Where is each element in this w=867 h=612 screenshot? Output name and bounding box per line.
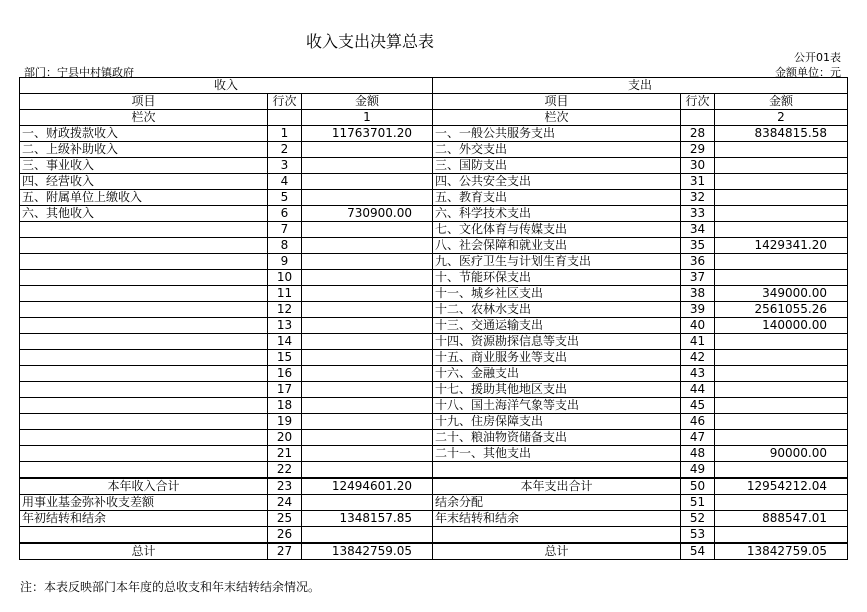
income-amount-cell — [302, 302, 433, 318]
expense-amount-cell — [715, 142, 848, 158]
income-amount-cell — [302, 382, 433, 398]
table-row — [20, 414, 848, 430]
expense-amount-cell: 1429341.20 — [715, 238, 848, 254]
expense-rowno-cell: 48 — [681, 446, 715, 462]
income-rowno-cell: 20 — [268, 430, 302, 446]
table-row — [20, 158, 848, 174]
expense-amount-cell: 13842759.05 — [715, 543, 848, 560]
table-row — [20, 222, 848, 238]
income-item-cell — [20, 286, 268, 302]
income-item-cell — [20, 430, 268, 446]
expense-item-cell: 十五、商业服务业等支出 — [433, 350, 681, 366]
table-row — [20, 126, 848, 142]
income-item-cell — [20, 527, 268, 544]
expense-item-cell: 八、社会保障和就业支出 — [433, 238, 681, 254]
expense-column-number: 2 — [715, 110, 848, 126]
expense-amount-cell — [715, 350, 848, 366]
income-amount-cell — [302, 254, 433, 270]
income-rowno-cell: 12 — [268, 302, 302, 318]
income-amount-cell — [302, 334, 433, 350]
expense-rowno-cell: 45 — [681, 398, 715, 414]
income-amount-cell — [302, 462, 433, 479]
expense-amount-cell — [715, 495, 848, 511]
table-row — [20, 270, 848, 286]
income-amount-cell — [302, 495, 433, 511]
income-column-label: 栏次 — [20, 110, 268, 126]
table-row — [20, 543, 848, 560]
expense-amount-header: 金额 — [715, 94, 848, 110]
income-rowno-cell: 26 — [268, 527, 302, 544]
expense-rowno-cell: 36 — [681, 254, 715, 270]
expense-item-cell: 十、节能环保支出 — [433, 270, 681, 286]
expense-item-cell: 十九、住房保障支出 — [433, 414, 681, 430]
expense-rowno-cell: 30 — [681, 158, 715, 174]
income-item-cell: 五、附属单位上缴收入 — [20, 190, 268, 206]
expense-rowno-header: 行次 — [681, 94, 715, 110]
expense-amount-cell — [715, 334, 848, 350]
income-amount-cell — [302, 174, 433, 190]
income-rowno-cell: 18 — [268, 398, 302, 414]
expense-rowno-cell: 28 — [681, 126, 715, 142]
amount-unit-label: 金额单位：元 — [775, 66, 841, 79]
income-rowno-cell: 6 — [268, 206, 302, 222]
expense-rowno-cell: 32 — [681, 190, 715, 206]
expense-rowno-cell: 49 — [681, 462, 715, 479]
expense-item-cell: 十六、金融支出 — [433, 366, 681, 382]
expense-item-cell: 本年支出合计 — [433, 478, 681, 495]
expense-rowno-cell: 39 — [681, 302, 715, 318]
expense-amount-cell: 140000.00 — [715, 318, 848, 334]
income-item-cell — [20, 446, 268, 462]
income-amount-cell: 11763701.20 — [302, 126, 433, 142]
income-amount-cell: 730900.00 — [302, 206, 433, 222]
income-item-cell — [20, 398, 268, 414]
income-item-cell — [20, 382, 268, 398]
expense-amount-cell: 349000.00 — [715, 286, 848, 302]
expense-amount-cell: 2561055.26 — [715, 302, 848, 318]
table-row — [20, 495, 848, 511]
expense-item-cell — [433, 527, 681, 544]
expense-amount-cell — [715, 366, 848, 382]
expense-rowno-cell: 31 — [681, 174, 715, 190]
table-row — [20, 527, 848, 544]
income-item-header: 项目 — [20, 94, 268, 110]
income-item-cell — [20, 366, 268, 382]
expense-item-header: 项目 — [433, 94, 681, 110]
table-row — [20, 511, 848, 527]
expense-rowno-cell: 34 — [681, 222, 715, 238]
income-item-cell — [20, 302, 268, 318]
income-item-cell: 一、财政拨款收入 — [20, 126, 268, 142]
income-expense-table — [19, 77, 848, 560]
income-rowno-cell: 5 — [268, 190, 302, 206]
income-amount-cell — [302, 190, 433, 206]
income-amount-cell — [302, 398, 433, 414]
income-rowno-cell: 21 — [268, 446, 302, 462]
table-row — [20, 238, 848, 254]
department-label: 部门：宁县中村镇政府 — [24, 66, 134, 79]
expense-rowno-cell: 54 — [681, 543, 715, 560]
expense-rowno-cell: 50 — [681, 478, 715, 495]
income-amount-cell — [302, 238, 433, 254]
income-item-cell — [20, 414, 268, 430]
income-header: 收入 — [20, 78, 433, 94]
expense-rowno-cell: 52 — [681, 511, 715, 527]
table-row — [20, 286, 848, 302]
expense-amount-cell — [715, 206, 848, 222]
income-rowno-cell: 16 — [268, 366, 302, 382]
income-rowno-cell: 10 — [268, 270, 302, 286]
expense-rowno-cell: 53 — [681, 527, 715, 544]
expense-header: 支出 — [433, 78, 848, 94]
expense-rowno-cell: 46 — [681, 414, 715, 430]
income-rowno-cell: 4 — [268, 174, 302, 190]
income-column-number: 1 — [302, 110, 433, 126]
income-amount-header: 金额 — [302, 94, 433, 110]
form-code: 公开01表 — [794, 51, 841, 64]
table-row — [20, 174, 848, 190]
table-row — [20, 334, 848, 350]
income-item-cell: 二、上级补助收入 — [20, 142, 268, 158]
income-item-cell — [20, 254, 268, 270]
income-amount-cell — [302, 350, 433, 366]
income-amount-cell: 12494601.20 — [302, 478, 433, 495]
table-row — [20, 142, 848, 158]
income-amount-cell — [302, 222, 433, 238]
footnote: 注：本表反映部门本年度的总收支和年末结转结余情况。 — [20, 580, 321, 594]
income-rowno-cell: 3 — [268, 158, 302, 174]
expense-amount-cell — [715, 190, 848, 206]
income-item-cell — [20, 462, 268, 479]
income-amount-cell — [302, 318, 433, 334]
income-rowno-cell: 14 — [268, 334, 302, 350]
expense-item-cell: 十一、城乡社区支出 — [433, 286, 681, 302]
income-rowno-cell: 7 — [268, 222, 302, 238]
income-rowno-cell: 19 — [268, 414, 302, 430]
income-amount-cell — [302, 286, 433, 302]
expense-item-cell: 年末结转和结余 — [433, 511, 681, 527]
table-row — [20, 462, 848, 479]
income-rowno-cell: 1 — [268, 126, 302, 142]
expense-column-label: 栏次 — [433, 110, 681, 126]
expense-amount-cell — [715, 158, 848, 174]
expense-amount-cell — [715, 462, 848, 479]
expense-rowno-cell: 47 — [681, 430, 715, 446]
expense-amount-cell: 12954212.04 — [715, 478, 848, 495]
expense-rowno-cell: 43 — [681, 366, 715, 382]
income-item-cell: 本年收入合计 — [20, 478, 268, 495]
expense-rowno-cell: 44 — [681, 382, 715, 398]
expense-item-cell: 十七、援助其他地区支出 — [433, 382, 681, 398]
expense-rowno-cell: 42 — [681, 350, 715, 366]
expense-item-cell: 二、外交支出 — [433, 142, 681, 158]
table-row — [20, 350, 848, 366]
expense-amount-cell — [715, 254, 848, 270]
income-amount-cell — [302, 366, 433, 382]
income-rowno-cell: 8 — [268, 238, 302, 254]
income-item-cell: 三、事业收入 — [20, 158, 268, 174]
income-rowno-header: 行次 — [268, 94, 302, 110]
expense-item-cell: 六、科学技术支出 — [433, 206, 681, 222]
table-row — [20, 430, 848, 446]
expense-amount-cell — [715, 414, 848, 430]
expense-item-cell: 十二、农林水支出 — [433, 302, 681, 318]
expense-rowno-cell: 40 — [681, 318, 715, 334]
expense-item-cell: 十八、国土海洋气象等支出 — [433, 398, 681, 414]
income-item-cell — [20, 334, 268, 350]
expense-item-cell: 九、医疗卫生与计划生育支出 — [433, 254, 681, 270]
income-item-cell: 四、经营收入 — [20, 174, 268, 190]
income-amount-cell — [302, 446, 433, 462]
table-row — [20, 206, 848, 222]
empty-cell — [681, 110, 715, 126]
expense-rowno-cell: 38 — [681, 286, 715, 302]
expense-amount-cell: 8384815.58 — [715, 126, 848, 142]
expense-amount-cell: 90000.00 — [715, 446, 848, 462]
expense-item-cell: 总计 — [433, 543, 681, 560]
expense-amount-cell — [715, 430, 848, 446]
expense-rowno-cell: 33 — [681, 206, 715, 222]
expense-item-cell: 二十一、其他支出 — [433, 446, 681, 462]
income-amount-cell — [302, 270, 433, 286]
income-amount-cell: 1348157.85 — [302, 511, 433, 527]
expense-item-cell: 三、国防支出 — [433, 158, 681, 174]
report-title: 收入支出决算总表 — [305, 32, 434, 51]
expense-rowno-cell: 29 — [681, 142, 715, 158]
income-rowno-cell: 13 — [268, 318, 302, 334]
table-row — [20, 366, 848, 382]
income-amount-cell: 13842759.05 — [302, 543, 433, 560]
income-rowno-cell: 15 — [268, 350, 302, 366]
income-rowno-cell: 23 — [268, 478, 302, 495]
expense-rowno-cell: 37 — [681, 270, 715, 286]
income-item-cell — [20, 318, 268, 334]
income-item-cell — [20, 238, 268, 254]
income-amount-cell — [302, 430, 433, 446]
income-rowno-cell: 2 — [268, 142, 302, 158]
expense-amount-cell — [715, 222, 848, 238]
expense-rowno-cell: 51 — [681, 495, 715, 511]
expense-item-cell: 一、一般公共服务支出 — [433, 126, 681, 142]
expense-amount-cell — [715, 382, 848, 398]
expense-item-cell: 十四、资源勘探信息等支出 — [433, 334, 681, 350]
income-item-cell: 用事业基金弥补收支差额 — [20, 495, 268, 511]
income-rowno-cell: 9 — [268, 254, 302, 270]
income-rowno-cell: 24 — [268, 495, 302, 511]
expense-item-cell: 七、文化体育与传媒支出 — [433, 222, 681, 238]
empty-cell — [268, 110, 302, 126]
table-row — [20, 382, 848, 398]
income-item-cell — [20, 270, 268, 286]
expense-amount-cell — [715, 527, 848, 544]
income-amount-cell — [302, 527, 433, 544]
expense-rowno-cell: 41 — [681, 334, 715, 350]
income-rowno-cell: 11 — [268, 286, 302, 302]
table-row — [20, 446, 848, 462]
expense-rowno-cell: 35 — [681, 238, 715, 254]
table-row — [20, 318, 848, 334]
table-row — [20, 190, 848, 206]
income-item-cell: 总计 — [20, 543, 268, 560]
table-row — [20, 254, 848, 270]
income-item-cell — [20, 222, 268, 238]
expense-item-cell: 结余分配 — [433, 495, 681, 511]
expense-amount-cell — [715, 174, 848, 190]
expense-item-cell: 二十、粮油物资储备支出 — [433, 430, 681, 446]
expense-amount-cell: 888547.01 — [715, 511, 848, 527]
income-item-cell — [20, 350, 268, 366]
expense-item-cell: 四、公共安全支出 — [433, 174, 681, 190]
expense-item-cell — [433, 462, 681, 479]
income-rowno-cell: 27 — [268, 543, 302, 560]
income-amount-cell — [302, 142, 433, 158]
expense-amount-cell — [715, 398, 848, 414]
income-item-cell: 年初结转和结余 — [20, 511, 268, 527]
income-amount-cell — [302, 158, 433, 174]
table-row — [20, 478, 848, 495]
income-rowno-cell: 25 — [268, 511, 302, 527]
expense-item-cell: 十三、交通运输支出 — [433, 318, 681, 334]
income-rowno-cell: 17 — [268, 382, 302, 398]
income-rowno-cell: 22 — [268, 462, 302, 479]
expense-item-cell: 五、教育支出 — [433, 190, 681, 206]
income-amount-cell — [302, 414, 433, 430]
table-row — [20, 302, 848, 318]
expense-amount-cell — [715, 270, 848, 286]
table-row — [20, 398, 848, 414]
income-item-cell: 六、其他收入 — [20, 206, 268, 222]
